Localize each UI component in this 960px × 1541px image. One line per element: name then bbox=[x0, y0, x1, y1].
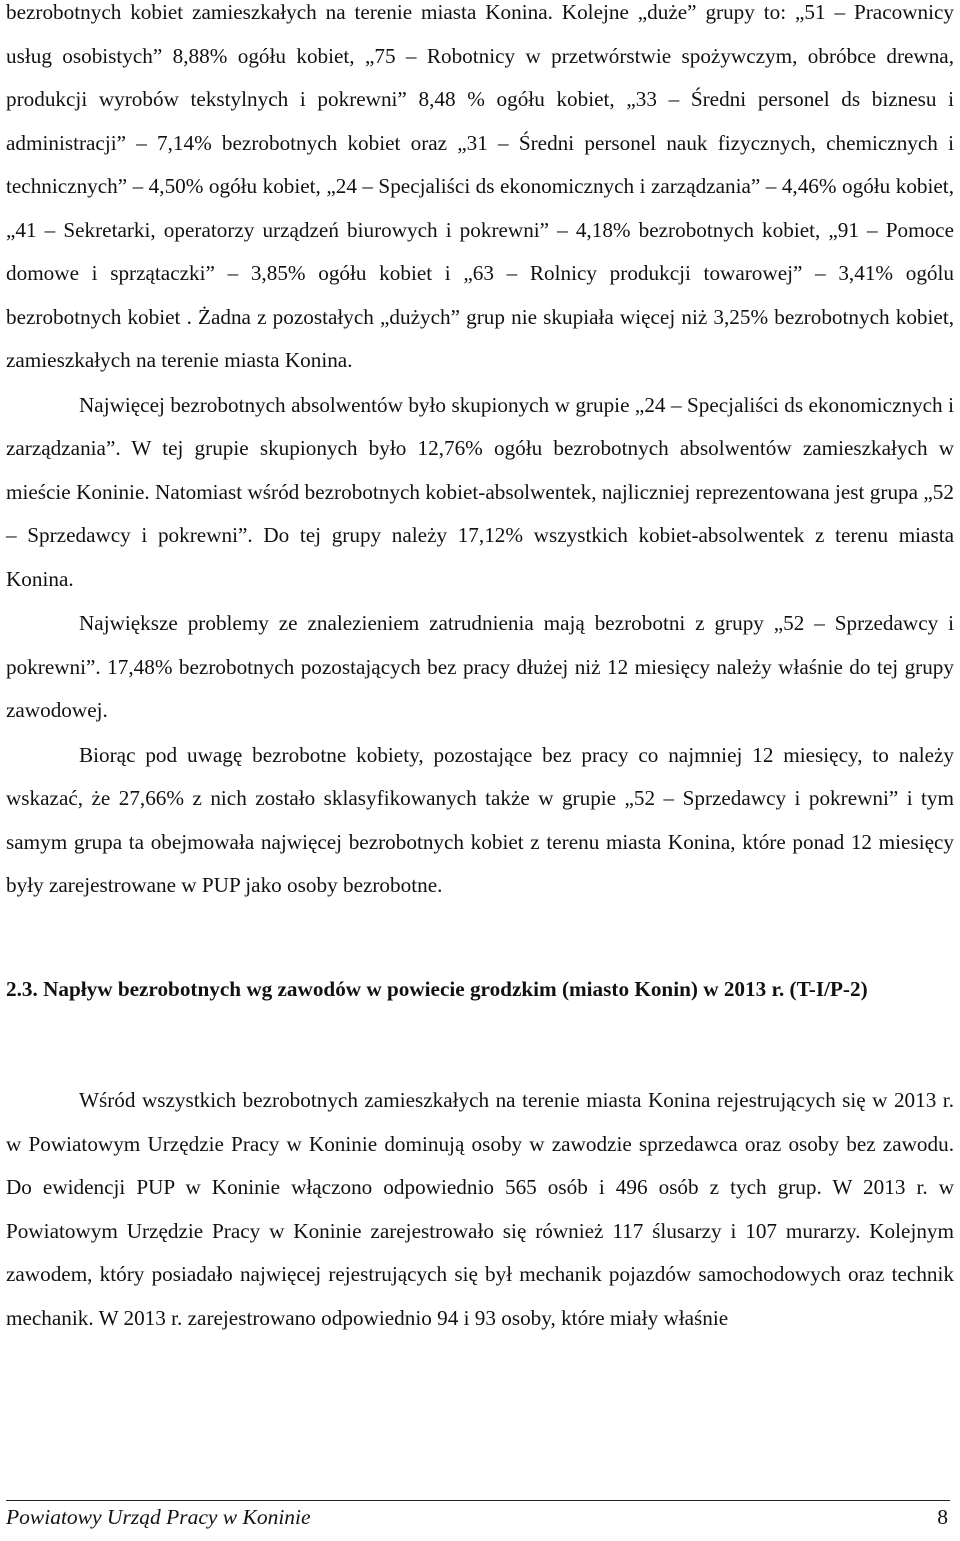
page-footer bbox=[6, 1500, 950, 1530]
paragraph-inflow-by-occupation: Wśród wszystkich bezrobotnych zamieszkałych na terenie miasta Konina rejestrujących się w 2013 r. w Powiatowym Urzędzie Pracy w Koninie dominują osoby w zawodzie sprzedawca oraz osoby bez zawodu. Do ewidencji PUP w Koninie włączono odpowiednio 565 osób i 496 osób z tych grup. W 2013 r. w Powiatowym Urzędzie Pracy w Koninie zarejestrowało się również 117 ślusarzy i 107 murarzy. Kolejnym zawodem, który posiadało najwięcej rejestrujących się był mechanik pojazdów samochodowych oraz technik mechanik. W 2013 r. zarejestrowano odpowiednio 94 i 93 osoby, które miały właśnie bbox=[6, 1088, 954, 1330]
paragraph-female-occupation-groups: bezrobotnych kobiet zamieszkałych na terenie miasta Konina. Kolejne „duże” grupy to: „51 – Pracownicy usług osobistych” 8,88% ogółu kobiet, „75 – Robotnicy w przetwórstwie spożywczym, obróbce drewna, produkcji wyrobów tekstylnych i pokrewni” 8,48 % ogółu kobiet, „33 – Średni personel ds biznesu i administracji” – 7,14% bezrobotnych kobiet oraz „31 – Średni personel nauk fizycznych, chemicznych i technicznych” – 4,50% ogółu kobiet, „24 – Specjaliści ds ekonomicznych i zarządzania” – 4,46% ogółu kobiet, „41 – Sekretarki, operatorzy urządzeń biurowych i pokrewni” – 4,18% bezrobotnych kobiet, „91 – Pomoce domowe i sprzątaczki” – 3,85% ogółu kobiet i „63 – Rolnicy produkcji towarowej” – 3,41% ogólu bezrobotnych kobiet . Żadna z pozostałych „dużych” grup nie skupiała więcej niż 3,25% bezrobotnych kobiet, zamieszkałych na terenie miasta Konina. bbox=[6, 0, 954, 372]
paragraph-long-term-women: Biorąc pod uwagę bezrobotne kobiety, pozostające bez pracy co najmniej 12 miesięcy, to należy wskazać, że 27,66% z nich zostało sklasyfikowanych także w grupie „52 – Sprzedawcy i pokrewni” i tym samym grupa ta obejmowała najwięcej bezrobotnych kobiet z terenu miasta Konina, które ponad 12 miesięcy były zarejestrowane w PUP jako osoby bezrobotne. bbox=[6, 742, 954, 897]
paragraph-graduates: Najwięcej bezrobotnych absolwentów było skupionych w grupie „24 – Specjaliści ds ekonomicznych i zarządzania”. W tej grupie skupionych było 12,76% ogółu bezrobotnych absolwentów zamieszkałych w mieście Koninie. Natomiast wśród bezrobotnych kobiet-absolwentek, najliczniej reprezentowana jest grupa „52 – Sprzedawcy i pokrewni”. Do tej grupy należy 17,12% wszystkich kobiet-absolwentek z terenu miasta Konina. bbox=[6, 392, 954, 591]
footer-institution: Powiatowy Urząd Pracy w Koninie bbox=[6, 1505, 311, 1529]
section-heading: 2.3. Napływ bezrobotnych wg zawodów w powiecie grodzkim (miasto Konin) w 2013 r. (T-I/P-2) bbox=[6, 976, 868, 1001]
document-page bbox=[6, 0, 954, 1340]
page-number: 8 bbox=[937, 1505, 948, 1529]
paragraph-long-term-unemployed: Największe problemy ze znalezieniem zatrudnienia mają bezrobotni z grupy „52 – Sprzedawcy i pokrewni”. 17,48% bezrobotnych pozostających bez pracy dłużej niż 12 miesięcy należy właśnie do tej grupy zawodowej. bbox=[6, 611, 954, 722]
